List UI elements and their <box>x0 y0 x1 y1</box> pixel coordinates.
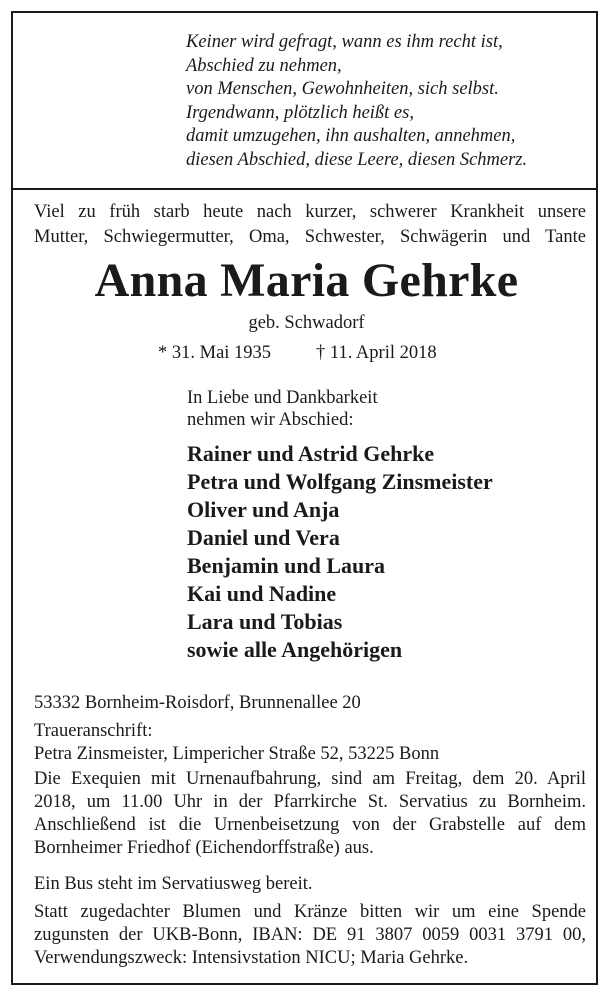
donation-info <box>34 901 586 970</box>
intro-line: Viel zu früh starb heute nach kurzer, schwerer Krankheit unsere <box>34 202 586 222</box>
bus-line: Ein Bus steht im Servatiusweg bereit. <box>34 874 313 894</box>
mourners-list <box>187 440 493 664</box>
mourner: Daniel und Vera <box>187 525 340 550</box>
poem-line: von Menschen, Gewohnheiten, sich selbst. <box>186 79 499 99</box>
intro-line: Mutter, Schwiegermutter, Oma, Schwester, Schwägerin und Tante <box>34 227 586 247</box>
home-address <box>34 692 586 715</box>
mourner: Petra und Wolfgang Zinsmeister <box>187 469 493 494</box>
birth-date: * 31. Mai 1935 <box>158 343 272 363</box>
bus-info <box>34 873 586 896</box>
poem-line: Irgendwann, plötzlich heißt es, <box>186 102 414 123</box>
service-line: Die Exequien mit Urnenaufbahrung, sind am Freitag, dem 20. April <box>34 769 586 789</box>
donation-line: Verwendungszweck: Intensivstation NICU; Maria Gehrke. <box>34 948 469 968</box>
service-line: Anschließend ist die Urnenbeisetzung von der Grabstelle auf dem <box>34 815 586 835</box>
farewell-text <box>187 387 378 431</box>
address-line: 53332 Bornheim-Roisdorf, Brunnenallee 20 <box>34 693 361 713</box>
poem-line: Keiner wird gefragt, wann es ihm recht ist, <box>186 32 503 52</box>
mourning-address <box>34 720 586 766</box>
service-info <box>34 768 586 860</box>
mourner: Kai und Nadine <box>187 581 337 606</box>
mourning-address-line: Petra Zinsmeister, Limpericher Straße 52, 53225 Bonn <box>34 744 440 764</box>
death-date: † 11. April 2018 <box>316 343 437 363</box>
mourner: Rainer und Astrid Gehrke <box>187 441 435 466</box>
farewell-line: In Liebe und Dankbarkeit <box>187 388 378 408</box>
farewell-line: nehmen wir Abschied: <box>187 410 354 430</box>
service-line: 2018, um 11.00 Uhr in der Pfarrkirche St. Servatius zu Bornheim. <box>34 792 586 812</box>
donation-line: Statt zugedachter Blumen und Kränze bitten wir um eine Spende <box>34 902 586 922</box>
divider <box>11 188 598 190</box>
service-line: Bornheimer Friedhof (Eichendorffstraße) aus. <box>34 838 374 858</box>
poem-line: damit umzugehen, ihn aushalten, annehmen, <box>186 126 516 146</box>
mourner: Lara und Tobias <box>187 609 343 634</box>
deceased-name: Anna Maria Gehrke <box>94 254 519 307</box>
intro-text <box>34 200 586 250</box>
mourner: Benjamin und Laura <box>187 553 386 578</box>
mourner: sowie alle Angehörigen <box>187 637 403 662</box>
poem-line: diesen Abschied, diese Leere, diesen Schmerz. <box>186 149 528 170</box>
mourning-address-label: Traueranschrift: <box>34 721 153 741</box>
donation-line: zugunsten der UKB-Bonn, IBAN: DE 91 3807 0059 0031 3791 00, <box>34 925 586 945</box>
maiden-name: geb. Schwadorf <box>248 313 365 333</box>
poem <box>186 31 527 172</box>
poem-line: Abschied zu nehmen, <box>186 55 342 76</box>
mourner: Oliver und Anja <box>187 497 340 522</box>
